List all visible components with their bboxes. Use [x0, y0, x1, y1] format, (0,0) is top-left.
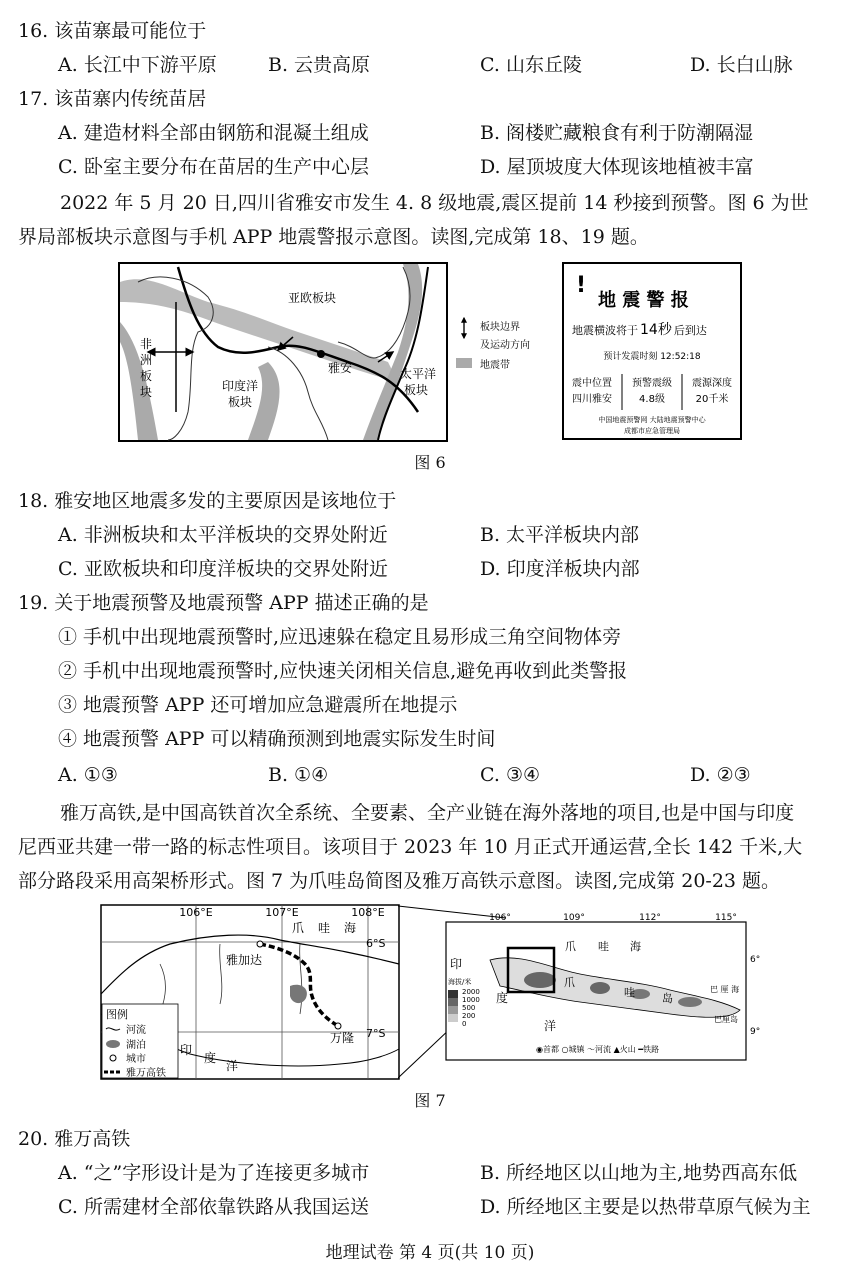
label-indian-1: 印度洋: [222, 379, 259, 393]
passage2-line2: 尼西亚共建一带一路的标志性项目。该项目于 2023 年 10 月正式开通运营,全长 142 千米,大: [18, 836, 803, 858]
left-lat-1: 6°S: [366, 937, 386, 950]
right-island-3: 岛: [662, 992, 673, 1005]
label-jakarta: 雅加达: [226, 953, 263, 967]
q17-option-c: C. 卧室主要分布在苗居的生产中心层: [58, 156, 369, 178]
left-ocean-1: 印: [180, 1043, 193, 1057]
left-ocean-2: 度: [204, 1051, 217, 1065]
alert-col3-val: 20千米: [695, 394, 729, 405]
quake-alert-panel: [562, 262, 742, 440]
right-lon-3: 112°: [639, 913, 661, 923]
alert-source1: 中国地震预警网 大陆地震预警中心: [598, 416, 706, 424]
passage2-line1: 雅万高铁,是中国高铁首次全系统、全要素、全产业链在海外落地的项目,也是中国与印度: [60, 802, 795, 824]
right-lat-2: 9°: [750, 1027, 761, 1037]
right-ocean-1: 印: [450, 957, 463, 971]
q19-item-1: ① 手机中出现地震预警时,应迅速躲在稳定且易形成三角空间物体旁: [58, 626, 622, 648]
right-lon-2: 109°: [563, 913, 585, 923]
legend-boundary-1: 板块边界: [480, 322, 520, 333]
legend-quake-swatch: [456, 358, 472, 368]
alert-source2: 成都市应急管理局: [624, 427, 680, 435]
label-africa-3: 板: [140, 369, 153, 383]
label-pacific-1: 太平洋: [400, 367, 437, 381]
left-lon-2: 107°E: [265, 906, 299, 919]
alert-col1-head: 震中位置: [572, 378, 612, 389]
q20-option-b: B. 所经地区以山地为主,地势西高东低: [480, 1162, 798, 1184]
legend-city: 城市: [126, 1054, 146, 1065]
q19-option-b: B. ①④: [268, 764, 329, 786]
elev-0: 0: [462, 1020, 467, 1028]
label-indian-2: 板块: [228, 395, 253, 409]
q20-option-c: C. 所需建材全部依靠铁路从我国运送: [58, 1196, 369, 1218]
left-lat-2: 7°S: [366, 1027, 386, 1040]
elev-1000: 1000: [462, 996, 480, 1004]
left-ocean-3: 洋: [226, 1059, 239, 1073]
label-africa-4: 块: [140, 385, 153, 399]
left-lon-1: 106°E: [179, 906, 213, 919]
alert-col2-val: 4.8级: [639, 394, 665, 405]
alert-exclaim-icon: !: [576, 273, 587, 298]
q19-option-a: A. ①③: [58, 764, 118, 786]
alert-time: 预计发震时刻 12:52:18: [603, 352, 701, 362]
alert-col1-val: 四川雅安: [572, 394, 612, 405]
right-lon-4: 115°: [715, 913, 737, 923]
q20-option-d: D. 所经地区主要是以热带草原气候为主: [480, 1196, 811, 1218]
left-sea-1: 爪: [292, 921, 305, 935]
legend-river: 河流: [126, 1025, 146, 1036]
plate-map: [118, 262, 448, 442]
alert-col3-head: 震源深度: [692, 378, 732, 389]
q19-stem: 19. 关于地震预警及地震预警 APP 描述正确的是: [18, 592, 429, 614]
label-bali-sea: 巴 厘 海: [710, 985, 740, 994]
q19-item-3: ③ 地震预警 APP 还可增加应急避震所在地提示: [58, 694, 458, 716]
q18-option-c: C. 亚欧板块和印度洋板块的交界处附近: [58, 558, 388, 580]
legend-lake: 湖泊: [126, 1040, 146, 1051]
passage2-line3: 部分路段采用高架桥形式。图 7 为爪哇岛简图及雅万高铁示意图。读图,完成第 20-23 题。: [18, 870, 781, 892]
legend-quake: 地震带: [480, 360, 510, 371]
elev-500: 500: [462, 1004, 476, 1012]
q17-option-b: B. 阁楼贮藏粮食有利于防潮隔湿: [480, 122, 754, 144]
fig6-caption: 图 6: [414, 453, 446, 472]
q20-stem: 20. 雅万高铁: [18, 1128, 131, 1150]
elev-title: 海拔/米: [448, 978, 472, 986]
right-island-2: 哇: [624, 986, 635, 999]
q19-option-c: C. ③④: [480, 764, 541, 786]
right-legend: ◉首都 ○城镇 ～河流 ▲火山 ━铁路: [536, 1045, 660, 1054]
label-africa-2: 洲: [140, 353, 153, 367]
java-island-map: [440, 910, 770, 1070]
q16-option-b: B. 云贵高原: [268, 54, 371, 76]
label-pacific-2: 板块: [404, 383, 429, 397]
label-bali: 巴厘岛: [714, 1015, 738, 1024]
legend-railway: 雅万高铁: [126, 1068, 166, 1079]
right-sea-3: 海: [630, 940, 641, 953]
legend-title: 图例: [106, 1008, 128, 1021]
q17-stem: 17. 该苗寨内传统苗居: [18, 88, 207, 110]
right-lon-1: 106°: [489, 913, 511, 923]
right-ocean-2: 度: [496, 991, 509, 1005]
right-ocean-3: 洋: [544, 1019, 557, 1033]
yaan-dot: [317, 350, 325, 358]
passage1-line2: 界局部板块示意图与手机 APP 地震警报示意图。读图,完成第 18、19 题。: [18, 226, 649, 248]
q16-option-d: D. 长白山脉: [690, 54, 793, 76]
label-bandung: 万隆: [330, 1031, 355, 1045]
left-sea-3: 海: [344, 921, 357, 935]
elev-2000: 2000: [462, 988, 480, 996]
q16-option-c: C. 山东丘陵: [480, 54, 582, 76]
passage1-line1: 2022 年 5 月 20 日,四川省雅安市发生 4. 8 级地震,震区提前 14 秒接到预警。图 6 为世: [60, 192, 809, 214]
left-sea-2: 哇: [318, 921, 331, 935]
label-yaan: 雅安: [328, 361, 353, 375]
right-lat-1: 6°: [750, 955, 761, 965]
left-lon-3: 108°E: [351, 906, 385, 919]
alert-wave: 地震横波将于 14秒 后到达: [572, 322, 707, 338]
q20-option-a: A. “之”字形设计是为了连接更多城市: [58, 1162, 370, 1184]
page-footer: 地理试卷 第 4 页(共 10 页): [325, 1243, 535, 1263]
plate-map-legend: [454, 316, 546, 376]
label-africa-1: 非: [140, 337, 153, 351]
q19-item-2: ② 手机中出现地震预警时,应快速关闭相关信息,避免再收到此类警报: [58, 660, 628, 682]
q18-option-b: B. 太平洋板块内部: [480, 524, 640, 546]
right-island-1: 爪: [564, 976, 575, 989]
right-sea-1: 爪: [565, 940, 576, 953]
q16-stem: 16. 该苗寨最可能位于: [18, 20, 207, 42]
right-sea-2: 哇: [598, 940, 609, 953]
q18-stem: 18. 雅安地区地震多发的主要原因是该地位于: [18, 490, 397, 512]
q18-option-d: D. 印度洋板块内部: [480, 558, 640, 580]
q19-option-d: D. ②③: [690, 764, 751, 786]
q19-item-4: ④ 地震预警 APP 可以精确预测到地震实际发生时间: [58, 728, 496, 750]
q18-option-a: A. 非洲板块和太平洋板块的交界处附近: [58, 524, 388, 546]
fig7-caption: 图 7: [414, 1091, 446, 1110]
label-eurasia: 亚欧板块: [288, 291, 337, 305]
alert-title: 地 震 警 报: [598, 290, 689, 311]
q17-option-d: D. 屋顶坡度大体现该地植被丰富: [480, 156, 754, 178]
legend-boundary-2: 及运动方向: [480, 340, 530, 351]
q16-option-a: A. 长江中下游平原: [58, 54, 217, 76]
q17-option-a: A. 建造材料全部由钢筋和混凝土组成: [58, 122, 369, 144]
java-railway-map: [100, 904, 400, 1080]
alert-col2-head: 预警震级: [632, 378, 672, 389]
elev-200: 200: [462, 1012, 476, 1020]
